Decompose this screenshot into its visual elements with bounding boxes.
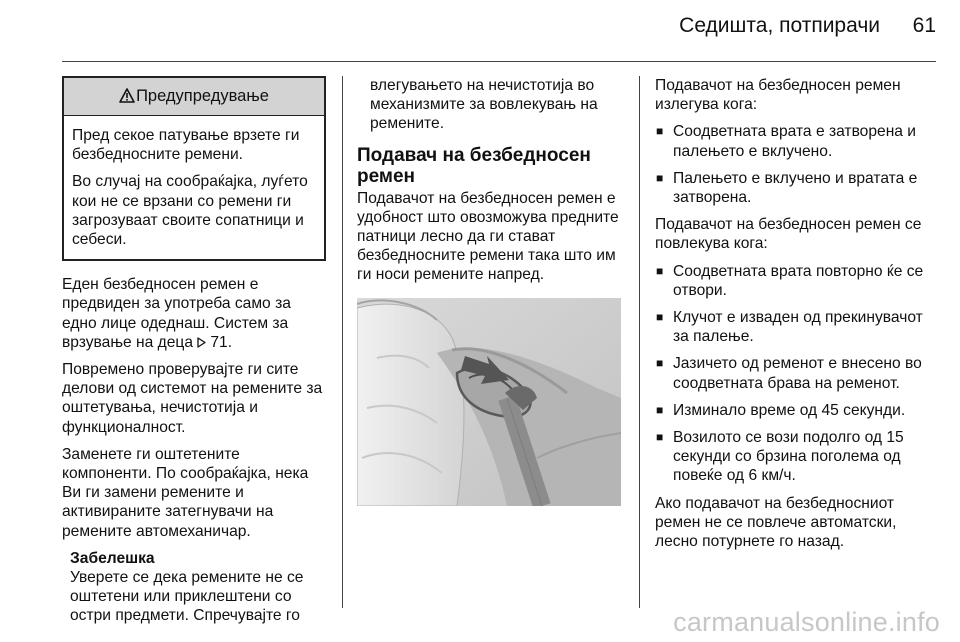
bullet-list [655,122,925,207]
column-divider [639,76,640,608]
warning-box [62,76,326,261]
seat-belt-presenter-illustration [357,298,621,506]
paragraph: Ако подавачот на безбедносниот ремен не се повлече автоматски, лесно потурнете го назад. [655,494,897,551]
paragraph: Подавачот на безбедносен ремен се повлекува кога: [655,216,922,253]
seat-belt-presenter-illustration [357,298,621,506]
list-item: ■ Клучот е изваден од прекинувачот за палење. [655,308,925,346]
column-3 [655,76,925,559]
list-item: ■ Соодветната врата повторно ќе се отвори. [655,262,925,300]
paragraph: Повремено проверувајте ги сите делови од системот на ремените за оштетувања, нечистотија и функционалност. [62,361,323,436]
warning-body [64,116,324,259]
page-number: 61 [912,14,936,37]
column-1 [62,76,326,626]
column-divider [342,76,343,608]
warning-text: Во случај на сообраќајка, луѓето кои не се врзани со ремени ги загрозуваат своите сопатници и себеси. [72,173,308,249]
watermark: carmanualsonline.info [673,607,940,637]
list-item: ■ Изминало време од 45 секунди. [655,401,925,420]
paragraph: Заменете ги оштетените компоненти. По сообраќајка, нека Ви ги замени ремените и активираните затегнувачи на ремените автомеханичар. [62,445,309,540]
bullet-list [655,262,925,486]
paragraph-text: Еден безбедносен ремен е предвиден за употреба само за едно лице одеднаш. Систем за врзување на деца [62,276,291,351]
paragraph: влегувањето на нечистотија во механизмите за вовлекувањ на ремените. [370,77,598,133]
column-2 [357,76,625,506]
section-heading: Подавач на безбедносен ремен [357,144,591,187]
warning-text: Пред секое патување врзете ги безбедносните ремени. [72,127,300,164]
paragraph: Подавачот на безбедносен ремен е удобност што овозможува предните патници лесно да ги стават безбедносните ремени така што им ги носи ремените напред. [357,189,619,284]
list-item: ■ Возилото се вози подолго од 15 секунди со брзина поголема од повеќе од 6 км/ч. [655,428,925,486]
note-text: Уверете се дека ремените не се оштетени или приклештени со остри предмети. Спречувајте го [70,569,304,625]
warning-title: Предупредување [136,87,269,105]
arrow-reference-icon [197,337,206,348]
page-reference[interactable]: 71. [210,333,233,351]
paragraph: Подавачот на безбедносен ремен излегува кога: [655,77,901,114]
page-header-title: Седишта, потпирачи [679,14,880,37]
warning-header [64,78,324,116]
note-block [62,549,326,626]
warning-triangle-icon [119,88,135,103]
list-item: ■ Палењето е вклучено и вратата е затворена. [655,169,925,207]
note-title: Забелешка [70,549,155,567]
paragraph [62,275,326,352]
list-item: ■ Соодветната врата е затворена и палењето е вклучено. [655,122,925,160]
header-rule [62,61,936,62]
list-item: ■ Јазичето од ременот е внесено во соодветната брава на ременот. [655,354,925,392]
